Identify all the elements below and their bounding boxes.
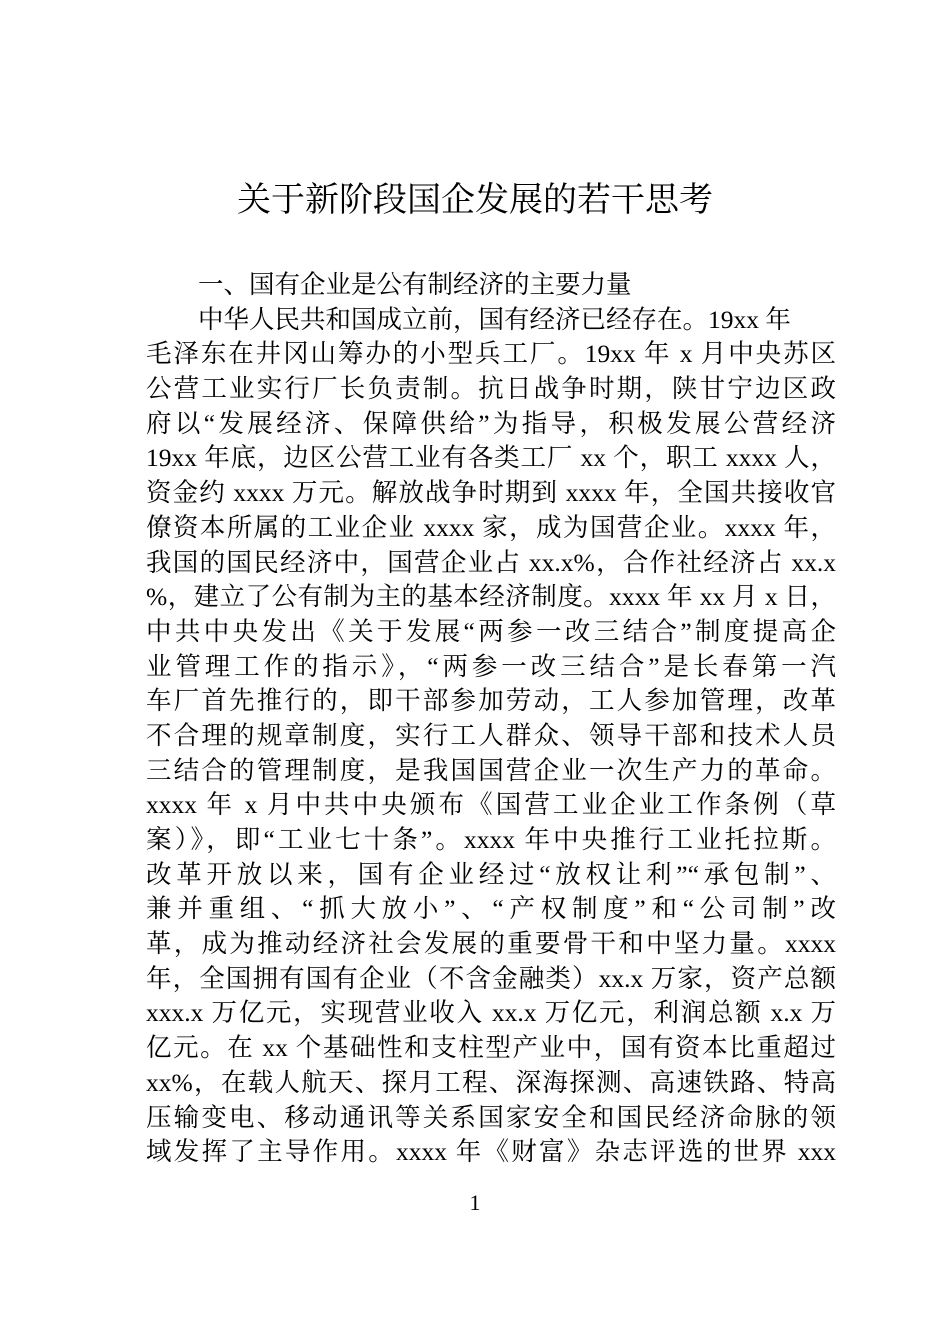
section-heading: 一、国有企业是公有制经济的主要力量 — [198, 270, 632, 299]
paragraph-line: xxxx 年 x 月中共中央颁布《国营工业企业工作条例（草 — [146, 790, 836, 820]
paragraph-line: 业管理工作的指示》，“两参一改三结合”是长春第一汽 — [146, 651, 836, 681]
paragraph-line: xxx.x 万亿元，实现营业收入 xx.x 万亿元，利润总额 x.x 万 — [146, 998, 836, 1028]
paragraph-line: 亿元。在 xx 个基础性和支柱型产业中，国有资本比重超过 — [146, 1033, 836, 1063]
paragraph-line: 19xx 年底，边区公营工业有各类工厂 xx 个，职工 xxxx 人， — [146, 443, 836, 473]
paragraph-line: 三结合的管理制度，是我国国营企业一次生产力的革命。 — [146, 755, 836, 785]
paragraph-line: 资金约 xxxx 万元。解放战争时期到 xxxx 年，全国共接收官 — [146, 478, 836, 508]
paragraph-line: 兼并重组、“抓大放小”、“产权制度”和“公司制”改 — [146, 894, 836, 924]
paragraph-line: %，建立了公有制为主的基本经济制度。xxxx 年 xx 月 x 日， — [146, 582, 836, 612]
paragraph-line: 革，成为推动经济社会发展的重要骨干和中坚力量。xxxx — [146, 929, 836, 959]
paragraph-line: 车厂首先推行的，即干部参加劳动，工人参加管理，改革 — [146, 686, 836, 716]
document-title: 关于新阶段国企发展的若干思考 — [237, 181, 713, 219]
paragraph-line: 僚资本所属的工业企业 xxxx 家，成为国营企业。xxxx 年， — [146, 512, 836, 542]
paragraph-line: 公营工业实行厂长负责制。抗日战争时期，陕甘宁边区政 — [146, 374, 836, 404]
paragraph-line: 案）》，即“工业七十条”。xxxx 年中央推行工业托拉斯。 — [146, 825, 836, 854]
paragraph-line: xx%，在载人航天、探月工程、深海探测、高速铁路、特高 — [146, 1067, 836, 1097]
paragraph-line: 年，全国拥有国有企业（不含金融类）xx.x 万家，资产总额 — [146, 963, 836, 993]
paragraph-line: 压输变电、移动通讯等关系国家安全和国民经济命脉的领 — [146, 1102, 836, 1132]
paragraph-line: 改革开放以来，国有企业经过“放权让利”“承包制”、 — [146, 859, 836, 889]
paragraph-line: 府以“发展经济、保障供给”为指导，积极发展公营经济 — [146, 408, 836, 438]
paragraph-line: 中华人民共和国成立前，国有经济已经存在。19xx 年 — [198, 304, 791, 334]
paragraph-line: 域发挥了主导作用。xxxx 年《财富》杂志评选的世界 xxx — [146, 1137, 836, 1167]
paragraph-line: 不合理的规章制度，实行工人群众、领导干部和技术人员 — [146, 720, 836, 750]
page-number: 1 — [469, 1190, 481, 1215]
document-body — [146, 268, 836, 1170]
paragraph-line: 中共中央发出《关于发展“两参一改三结合”制度提高企 — [146, 616, 836, 646]
paragraph-line: 毛泽东在井冈山筹办的小型兵工厂。19xx 年 x 月中央苏区 — [146, 339, 836, 369]
paragraph-line: 我国的国民经济中，国营企业占 xx.x%，合作社经济占 xx.x — [146, 547, 836, 577]
